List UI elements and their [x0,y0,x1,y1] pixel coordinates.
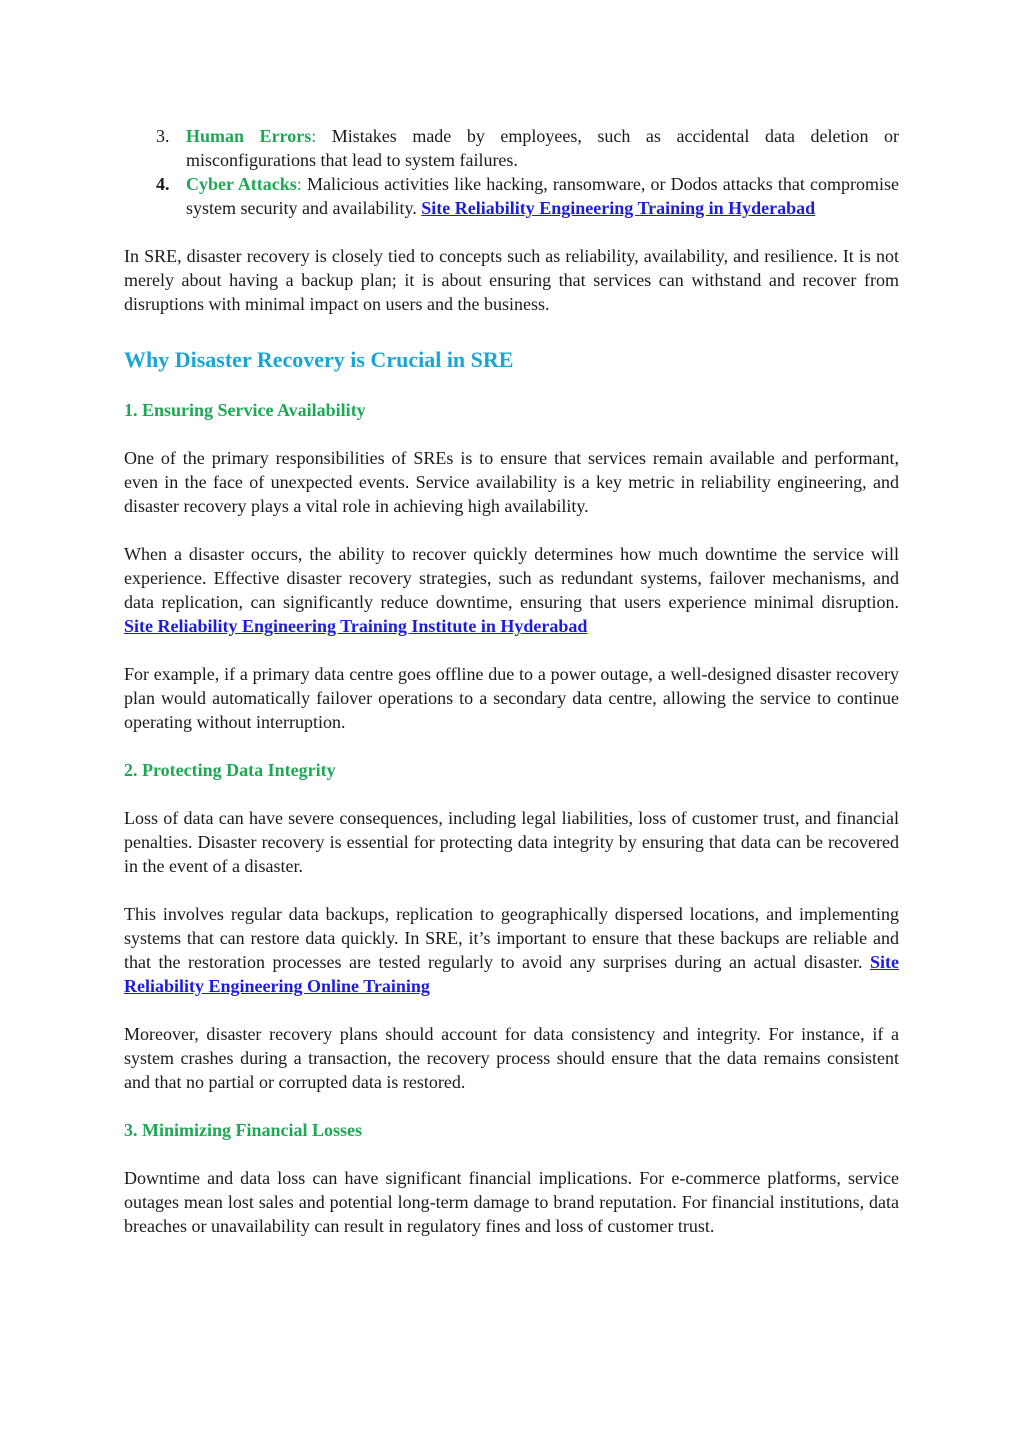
subsection-heading: 3. Minimizing Financial Losses [124,1120,363,1140]
training-link[interactable]: Site Reliability Engineering Training in Hyderabad [421,198,816,218]
list-text: Mistakes made by employees, such as accidental data deletion or misconfigurations that lead to system failures. [186,126,900,170]
list-item [156,124,900,172]
paragraph: Downtime and data loss can have significant financial implications. For e-commerce platforms, service outages mean lost sales and potential long-term damage to brand reputation. For financial institutions, data breaches or unavailability can result in regulatory fines and loss of customer trust. [124,1168,899,1236]
intro-paragraph: In SRE, disaster recovery is closely tied to concepts such as reliability, availability, and resilience. It is not merely about having a backup plan; it is about ensuring that services can withstand and recover from disruptions with minimal impact on users and the business. [124,246,899,314]
document-page [124,124,899,1238]
list-term: Human Errors [186,126,312,146]
subsection-heading: 1. Ensuring Service Availability [124,400,366,420]
list-item [156,172,899,220]
online-training-link[interactable]: Site Reliability Engineering Online Training [124,952,899,996]
paragraph [124,902,899,998]
paragraph: For example, if a primary data centre goes offline due to a power outage, a well-designed disaster recovery plan would automatically failover operations to a secondary data centre, allowing the service to continue operating without interruption. [124,664,899,732]
cause-list [124,124,899,220]
training-institute-link[interactable]: Site Reliability Engineering Training Institute in Hyderabad [124,616,588,636]
paragraph-text: This involves regular data backups, replication to geographically dispersed locations, and implementing systems that can restore data quickly. In SRE, it’s important to ensure that these backups are reliable and that the restoration processes are tested regularly to avoid any surprises during an actual disaster. [124,904,899,972]
paragraph-text: When a disaster occurs, the ability to recover quickly determines how much downtime the service will experience. Effective disaster recovery strategies, such as redundant systems, failover mechanisms, and data replication, can significantly reduce downtime, ensuring that users experience minimal disruption. [124,544,899,612]
paragraph [124,542,899,638]
list-term-colon: : [296,174,302,194]
paragraph: Loss of data can have severe consequences, including legal liabilities, loss of customer trust, and financial penalties. Disaster recovery is essential for protecting data integrity by ensuring that data can be recovered in the event of a disaster. [124,808,899,876]
list-text: Malicious activities like hacking, ransomware, or Dodos attacks that compromise system security and availability. [186,174,899,218]
list-term-colon: : [311,126,317,146]
subsection-heading: 2. Protecting Data Integrity [124,760,336,780]
list-number: 4. [156,174,170,194]
list-term: Cyber Attacks [186,174,297,194]
paragraph: One of the primary responsibilities of SREs is to ensure that services remain available and performant, even in the face of unexpected events. Service availability is a key metric in reliability engineering, and disaster recovery plays a vital role in achieving high availability. [124,448,899,516]
section-title: Why Disaster Recovery is Crucial in SRE [124,347,514,372]
paragraph: Moreover, disaster recovery plans should account for data consistency and integrity. For instance, if a system crashes during a transaction, the recovery process should ensure that the data remains consistent and that no partial or corrupted data is restored. [124,1024,899,1092]
list-number: 3. [156,126,170,146]
